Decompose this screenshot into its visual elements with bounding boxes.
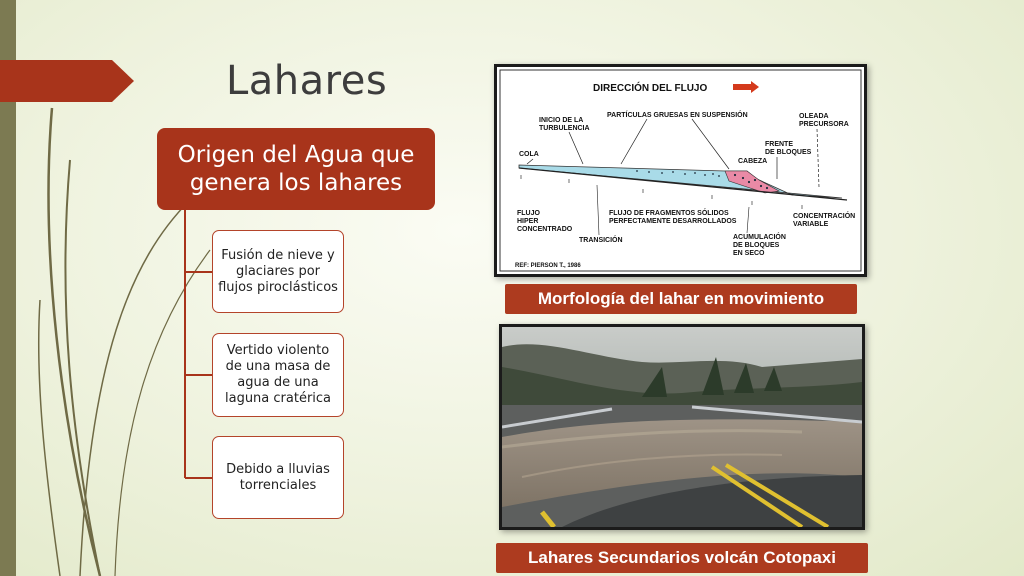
label-frente-2: DE BLOQUES (765, 149, 812, 156)
label-flujo-hiper-1: FLUJO (517, 210, 540, 217)
label-fragmentos-1: FLUJO DE FRAGMENTOS SÓLIDOS (609, 210, 729, 217)
label-fragmentos-2: PERFECTAMENTE DESARROLLADOS (609, 218, 737, 225)
label-transicion: TRANSICIÓN (579, 237, 623, 244)
org-chart-child-3: Debido a lluvias torrenciales (212, 436, 344, 519)
label-concentracion-1: CONCENTRACIÓN (793, 213, 856, 220)
label-particulas: PARTÍCULAS GRUESAS EN SUSPENSIÓN (607, 112, 748, 119)
org-chart-child-2: Vertido violento de una masa de agua de una laguna cratérica (212, 333, 344, 417)
photo-caption: Lahares Secundarios volcán Cotopaxi (496, 543, 868, 573)
label-oleada-1: OLEADA (799, 113, 829, 120)
title-arrow-shape (0, 60, 134, 102)
diagram-caption: Morfología del lahar en movimiento (505, 284, 857, 314)
label-acumulacion-3: EN SECO (733, 250, 765, 257)
label-inicio-1: INICIO DE LA (539, 117, 584, 124)
slide-title: Lahares (226, 58, 388, 104)
label-acumulacion-2: DE BLOQUES (733, 242, 780, 249)
label-flujo-hiper-3: CONCENTRADO (517, 226, 573, 233)
label-frente-1: FRENTE (765, 141, 793, 148)
label-oleada-2: PRECURSORA (799, 121, 849, 128)
diagram-reference: REF: PIERSON T., 1986 (515, 263, 581, 269)
label-cola: COLA (519, 151, 539, 158)
label-acumulacion-1: ACUMULACIÓN (733, 234, 786, 241)
label-cabeza: CABEZA (738, 158, 768, 165)
lahar-road-photo (499, 324, 865, 530)
lahar-morphology-diagram (494, 64, 867, 277)
org-chart-child-1: Fusión de nieve y glaciares por flujos piroclásticos (212, 230, 344, 313)
label-flujo-hiper-2: HIPER (517, 218, 539, 225)
label-inicio-2: TURBULENCIA (539, 125, 590, 132)
label-concentracion-2: VARIABLE (793, 221, 829, 228)
org-chart-root: Origen del Agua que genera los lahares (157, 128, 435, 210)
diagram-header: DIRECCIÓN DEL FLUJO (593, 83, 708, 94)
